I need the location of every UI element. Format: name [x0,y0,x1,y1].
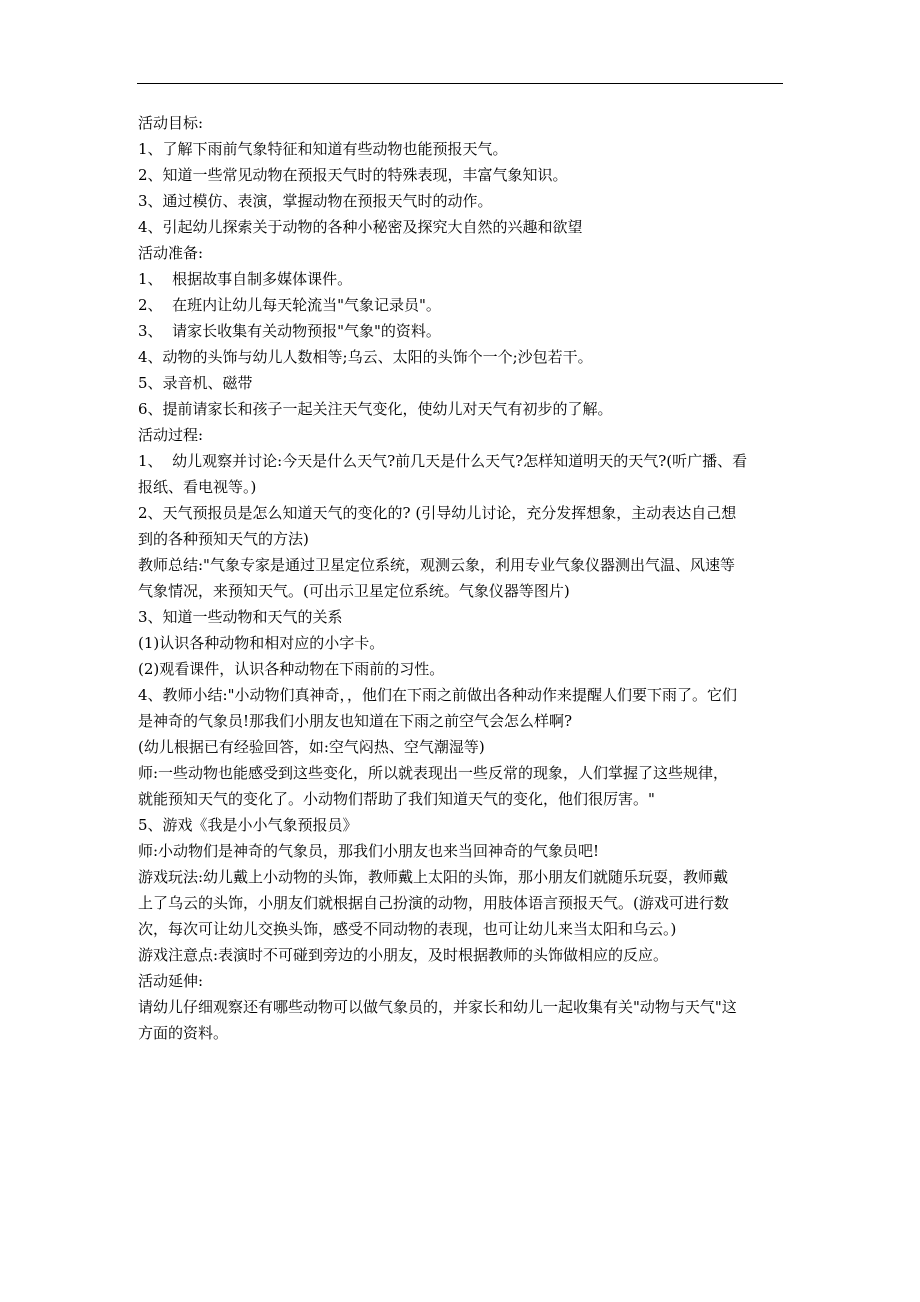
section-heading-goals: 活动目标: [138,114,204,132]
section-heading-extension: 活动延伸: [138,972,204,990]
text-line: 5、游戏《我是小小气象预报员》 [138,816,358,834]
text-line: 次，每次可让幼儿交换头饰，感受不同动物的表现，也可让幼儿来当太阳和乌云。) [138,920,677,938]
text-line: 师:一些动物也能感受到这些变化，所以就表现出一些反常的现象，人们掌握了这些规律， [138,764,729,782]
text-line: 3、 请家长收集有关动物预报"气象"的资料。 [138,322,441,340]
text-line: 游戏玩法:幼儿戴上小动物的头饰，教师戴上太阳的头饰，那小朋友们就随乐玩耍，教师戴 [138,868,729,886]
text-line: 2、 在班内让幼儿每天轮流当"气象记录员"。 [138,296,441,314]
text-line: 1、了解下雨前气象特征和知道有些动物也能预报天气。 [138,140,508,158]
text-line: (幼儿根据已有经验回答，如:空气闷热、空气潮湿等) [138,738,485,756]
document-body [138,110,786,1046]
text-line: 2、知道一些常见动物在预报天气时的特殊表现，丰富气象知识。 [138,166,568,184]
text-line: 游戏注意点:表演时不可碰到旁边的小朋友，及时根据教师的头饰做相应的反应。 [138,946,669,964]
header-rule [137,83,783,84]
text-line: 5、录音机、磁带 [138,374,253,392]
text-line: 教师总结:"气象专家是通过卫星定位系统，观测云象，利用专业气象仪器测出气温、风速等 [138,556,735,574]
text-line: 上了乌云的头饰，小朋友们就根据自己扮演的动物，用肢体语言预报天气。(游戏可进行数 [138,894,729,912]
text-line: 3、知道一些动物和天气的关系 [138,608,343,626]
text-line: 气象情况，来预知天气。(可出示卫星定位系统。气象仪器等图片) [138,582,570,600]
text-line: 就能预知天气的变化了。小动物们帮助了我们知道天气的变化，他们很厉害。" [138,790,655,808]
section-heading-preparation: 活动准备: [138,244,204,262]
text-line: 到的各种预知天气的方法) [138,530,309,548]
text-line: 6、提前请家长和孩子一起关注天气变化，使幼儿对天气有初步的了解。 [138,400,613,418]
text-line: 请幼儿仔细观察还有哪些动物可以做气象员的，并家长和幼儿一起收集有关"动物与天气"这 [138,998,737,1016]
text-line: 师:小动物们是神奇的气象员，那我们小朋友也来当回神奇的气象员吧! [138,842,600,860]
text-line: 是神奇的气象员!那我们小朋友也知道在下雨之前空气会怎么样啊? [138,712,573,730]
text-line: 4、引起幼儿探索关于动物的各种小秘密及探究大自然的兴趣和欲望 [138,218,583,236]
text-line: 1、 根据故事自制多媒体课件。 [138,270,353,288]
text-line: 1、 幼儿观察并讨论:今天是什么天气?前几天是什么天气?怎样知道明天的天气?(听广播、看 [138,452,748,470]
text-line: (1)认识各种动物和相对应的小字卡。 [138,634,385,652]
section-heading-process: 活动过程: [138,426,204,444]
text-line: 4、教师小结:"小动物们真神奇，，他们在下雨之前做出各种动作来提醒人们要下雨了。它们 [138,686,738,704]
text-line: 4、动物的头饰与幼儿人数相等;乌云、太阳的头饰个一个;沙包若干。 [138,348,593,366]
text-line: 2、天气预报员是怎么知道天气的变化的? (引导幼儿讨论，充分发挥想象，主动表达自己想 [138,504,737,522]
text-line: (2)观看课件，认识各种动物在下雨前的习性。 [138,660,445,678]
text-line: 报纸、看电视等。) [138,478,257,496]
text-line: 方面的资料。 [138,1024,229,1042]
text-line: 3、通过模仿、表演，掌握动物在预报天气时的动作。 [138,192,493,210]
